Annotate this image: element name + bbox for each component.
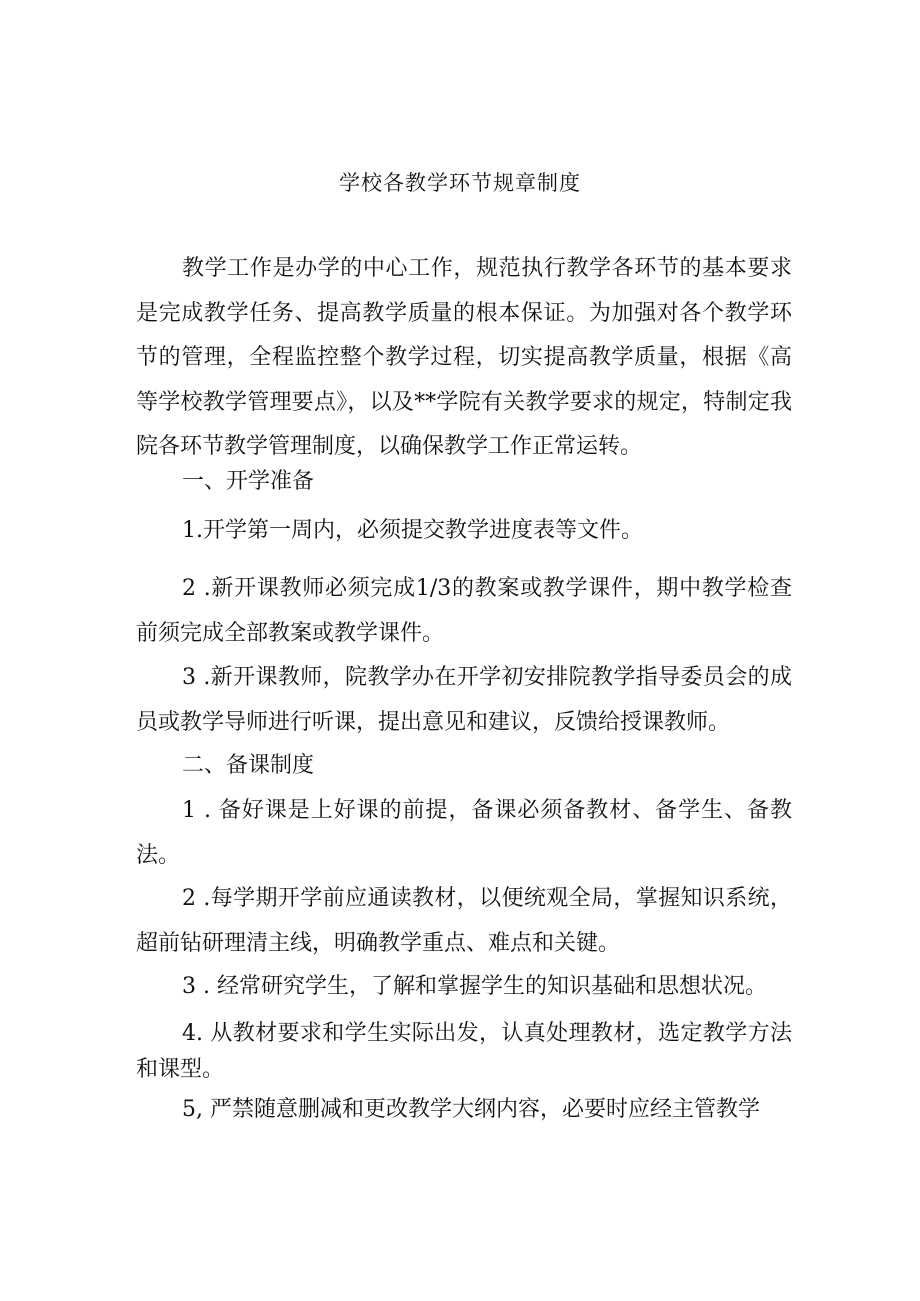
section2-item-1: 1 . 备好课是上好课的前提，备课必须备教材、备学生、备教法。: [136, 798, 792, 868]
intro-paragraph: 教学工作是办学的中心工作，规范执行教学各环节的基本要求是完成教学任务、提高教学质量的根本保证。为加强对各个教学环节的管理，全程监控整个教学过程，切实提高教学质量，根据《高等学校教学管理要点》，以及**学院有关教学要求的规定，特制定我院各环节教学管理制度，以确保教学工作正常运转。: [136, 256, 792, 459]
section1-item-2: 2 .新开课教师必须完成1/3的教案或教学课件，期中教学检查前须完成全部教案或教学课件。: [136, 576, 792, 646]
section2-item-3: 3 . 经常研究学生，了解和掌握学生的知识基础和思想状况。: [182, 974, 767, 999]
section1-item-3: 3 .新开课教师，院教学办在开学初安排院教学指导委员会的成员或教学导师进行听课，提出意见和建议，反馈给授课教师。: [136, 665, 792, 735]
document-title: 学校各教学环节规章制度: [339, 171, 581, 195]
section1-item-1: 1.开学第一周内，必须提交教学进度表等文件。: [182, 518, 643, 543]
section2-item-2: 2 .每学期开学前应通读教材，以便统观全局，掌握知识系统，超前钻研理清主线，明确教学重点、难点和关键。: [136, 886, 792, 956]
section-heading-opening-preparation: 一、开学准备: [182, 469, 315, 494]
section2-item-5: 5, 严禁随意删减和更改教学大纲内容，必要时应经主管教学: [182, 1097, 760, 1122]
section2-item-4: 4. 从教材要求和学生实际出发，认真处理教材，选定教学方法和课型。: [136, 1021, 792, 1082]
section-heading-lesson-preparation: 二、备课制度: [182, 753, 315, 778]
